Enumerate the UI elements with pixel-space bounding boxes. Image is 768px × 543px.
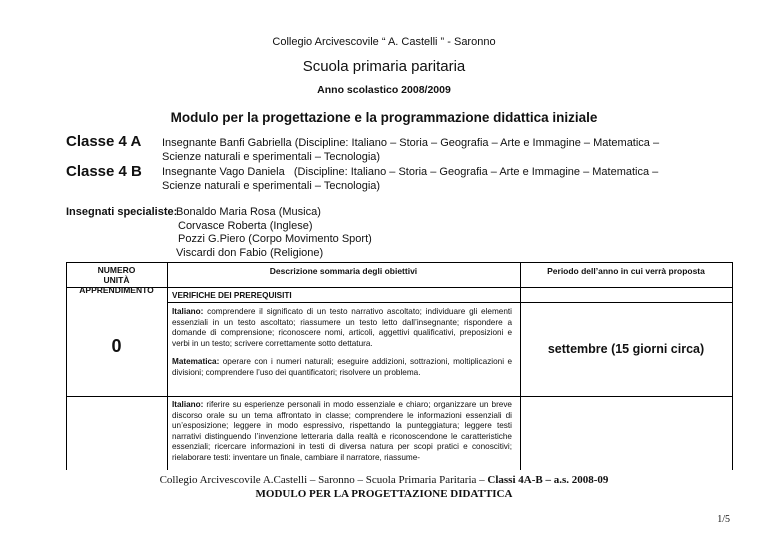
specialist-name: Bonaldo Maria Rosa (Musica) [176,206,321,218]
footer-line2: MODULO PER LA PROGETTAZIONE DIDATTICA [255,488,513,500]
footer-prefix: Collegio Arcivescovile A.Castelli – Saronno – Scuola Primaria Paritaria – [159,474,488,486]
matematica-label: Matematica: [172,357,220,366]
specialists-block [66,206,372,259]
header-unit-number-line1: NUMERO [97,265,136,275]
school-title: Scuola primaria paritaria [302,58,466,75]
italiano-text: riferire su esperienze personali in modo essenziale e chiaro; organizzare un breve discorso orale su un tema affrontato in classe; comprendere le informazioni essenziali di un’esposizione; leggere in modo espressivo, rispettando la punteggiatura; leggere testi narrativi distinguendo l’invenzione letteraria dalla realtà e riconoscendone le caratteristiche essenziali; ricercare informazioni in testi di diversa natura per scopi pratici e conoscitivi; rielaborare testi: inventare un finale, cambiare il narratore, riassume- [172,400,512,462]
verifiche-divider [167,302,733,303]
italiano-label: Italiano: [172,400,204,409]
class-4a-line2: Scienze naturali e sperimentali – Tecnologia) [162,151,381,163]
class-4b-label: Classe 4 B [66,163,142,180]
class-4b-line1: Insegnante Vago Daniela (Discipline: Italiano – Storia – Geografia – Arte e Immagine – Matematica – [162,166,659,178]
col-divider-2 [520,287,521,470]
specialist-name: Corvasce Roberta (Inglese) [178,219,313,232]
class-4b-teacher [162,165,682,193]
col-divider-1 [167,262,168,470]
header-objectives: Descrizione sommaria degli obiettivi [269,266,418,276]
header-period: Periodo dell’anno in cui verrà proposta [547,266,705,276]
objectives-matematica [172,357,512,378]
school-year: Anno scolastico 2008/2009 [317,84,451,96]
objectives-italiano [172,307,512,349]
page-number: 1/5 [717,514,730,525]
period-value: settembre (15 giorni circa) [547,342,705,356]
header-unit-number [66,265,167,295]
objectives-italiano-row2 [172,400,512,468]
header-unit-number-line2: UNITÀ APPRENDIMENTO [79,275,154,295]
table-border-right [732,262,733,470]
module-title: Modulo per la progettazione e la programmazione didattica iniziale [170,110,598,125]
matematica-text: operare con i numeri naturali; eseguire addizioni, sottrazioni, moltiplicazioni e divisioni; comprendere l’uso dei quantificatori; risolvere un problema. [172,357,512,377]
specialist-name: Viscardi don Fabio (Religione) [176,246,324,259]
footer-classes: Classi 4A-B – a.s. 2008-09 [487,474,609,486]
class-4b-line2: Scienze naturali e sperimentali – Tecnologia) [162,180,381,192]
italiano-text: comprendere il significato di un testo narrativo ascoltato; individuare gli elementi essenziali in un testo ascoltato; riassumere un testo letto dall’insegnante; rispondere a domande di comprensione; riconoscere nomi, articoli, aggettivi qualificativi, preposizioni e verbi in un testo; scrivere correttamente sotto dettatura. [172,307,512,348]
footer-line1 [0,474,768,486]
specialist-name: Pozzi G.Piero (Corpo Movimento Sport) [178,233,372,246]
class-4a-label: Classe 4 A [66,133,142,150]
class-4a-teacher [162,136,682,164]
specialists-label: Insegnati specialiste: [66,206,178,218]
unit-number: 0 [111,336,122,356]
college-header: Collegio Arcivescovile “ A. Castelli ” - Saronno [272,36,496,48]
verifiche-title: VERIFICHE DEI PREREQUISITI [172,291,292,300]
class-4a-line1: Insegnante Banfi Gabriella (Discipline: Italiano – Storia – Geografia – Arte e Immagine – Matematica – [162,137,660,149]
italiano-label: Italiano: [172,307,204,316]
specialists-list [176,206,372,260]
